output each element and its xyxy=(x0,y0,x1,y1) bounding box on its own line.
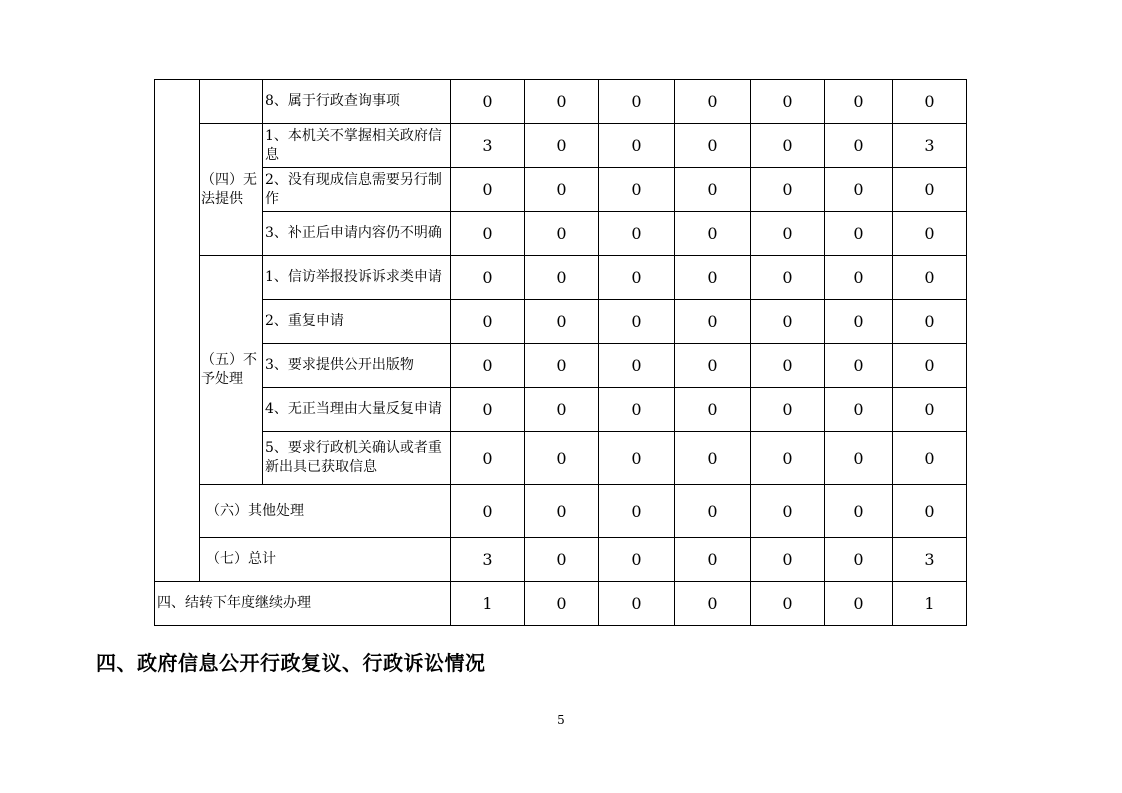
value-cell: 0 xyxy=(675,124,751,168)
table-row xyxy=(155,582,967,626)
value-cell: 0 xyxy=(825,300,893,344)
category-label: （五）不予处理 xyxy=(200,256,263,485)
value-cell: 0 xyxy=(599,485,675,538)
value-cell: 0 xyxy=(599,124,675,168)
value-cell: 0 xyxy=(599,212,675,256)
value-cell: 0 xyxy=(451,388,525,432)
value-cell: 0 xyxy=(525,256,599,300)
value-cell: 0 xyxy=(675,344,751,388)
table-row xyxy=(155,300,967,344)
value-cell: 0 xyxy=(751,124,825,168)
value-cell: 0 xyxy=(825,538,893,582)
value-cell: 0 xyxy=(893,432,967,485)
value-cell: 0 xyxy=(451,80,525,124)
item-label: 4、无正当理由大量反复申请 xyxy=(263,388,451,432)
table-row xyxy=(155,256,967,300)
item-label: 5、要求行政机关确认或者重新出具已获取信息 xyxy=(263,432,451,485)
section-heading: 四、政府信息公开行政复议、行政诉讼情况 xyxy=(96,651,486,675)
value-cell: 0 xyxy=(825,344,893,388)
value-cell: 0 xyxy=(825,582,893,626)
value-cell: 0 xyxy=(893,168,967,212)
value-cell: 0 xyxy=(751,212,825,256)
table-row xyxy=(155,124,967,168)
value-cell: 0 xyxy=(525,300,599,344)
value-cell: 0 xyxy=(525,432,599,485)
value-cell: 0 xyxy=(675,485,751,538)
page-number: 5 xyxy=(557,713,565,727)
value-cell: 0 xyxy=(451,212,525,256)
outer-category-cell xyxy=(155,80,200,582)
value-cell: 0 xyxy=(825,485,893,538)
value-cell: 0 xyxy=(825,80,893,124)
table-row xyxy=(155,388,967,432)
value-cell: 0 xyxy=(599,256,675,300)
value-cell: 0 xyxy=(599,344,675,388)
value-cell: 3 xyxy=(451,124,525,168)
value-cell: 0 xyxy=(525,582,599,626)
value-cell: 0 xyxy=(751,582,825,626)
value-cell: 0 xyxy=(825,388,893,432)
value-cell: 0 xyxy=(525,124,599,168)
table-row xyxy=(155,538,967,582)
category-label: （四）无法提供 xyxy=(200,124,263,256)
value-cell: 0 xyxy=(599,582,675,626)
value-cell: 0 xyxy=(893,300,967,344)
value-cell: 0 xyxy=(599,432,675,485)
item-label: 1、本机关不掌握相关政府信息 xyxy=(263,124,451,168)
value-cell: 0 xyxy=(893,212,967,256)
table-row xyxy=(155,80,967,124)
value-cell: 0 xyxy=(451,300,525,344)
value-cell: 0 xyxy=(599,388,675,432)
item-label: 1、信访举报投诉诉求类申请 xyxy=(263,256,451,300)
value-cell: 0 xyxy=(675,432,751,485)
value-cell: 3 xyxy=(893,538,967,582)
value-cell: 0 xyxy=(893,256,967,300)
value-cell: 0 xyxy=(893,388,967,432)
value-cell: 0 xyxy=(893,344,967,388)
value-cell: 0 xyxy=(451,168,525,212)
category-cell xyxy=(200,80,263,124)
value-cell: 0 xyxy=(893,485,967,538)
value-cell: 0 xyxy=(451,344,525,388)
value-cell: 0 xyxy=(675,582,751,626)
statistics-table xyxy=(154,79,967,626)
value-cell: 0 xyxy=(675,256,751,300)
value-cell: 0 xyxy=(751,344,825,388)
value-cell: 0 xyxy=(825,212,893,256)
value-cell: 0 xyxy=(825,256,893,300)
value-cell: 0 xyxy=(751,538,825,582)
table-row xyxy=(155,485,967,538)
table-row xyxy=(155,212,967,256)
value-cell: 0 xyxy=(525,168,599,212)
value-cell: 1 xyxy=(451,582,525,626)
section-label: 四、结转下年度继续办理 xyxy=(155,582,451,626)
value-cell: 0 xyxy=(675,80,751,124)
table-row xyxy=(155,344,967,388)
value-cell: 0 xyxy=(451,256,525,300)
value-cell: 0 xyxy=(525,80,599,124)
value-cell: 0 xyxy=(599,80,675,124)
value-cell: 0 xyxy=(893,80,967,124)
value-cell: 0 xyxy=(675,168,751,212)
value-cell: 1 xyxy=(893,582,967,626)
item-label: 2、没有现成信息需要另行制作 xyxy=(263,168,451,212)
value-cell: 0 xyxy=(825,124,893,168)
item-label: 8、属于行政查询事项 xyxy=(263,80,451,124)
value-cell: 3 xyxy=(451,538,525,582)
value-cell: 3 xyxy=(893,124,967,168)
value-cell: 0 xyxy=(751,80,825,124)
value-cell: 0 xyxy=(751,256,825,300)
item-label: 3、要求提供公开出版物 xyxy=(263,344,451,388)
value-cell: 0 xyxy=(525,538,599,582)
value-cell: 0 xyxy=(825,168,893,212)
value-cell: 0 xyxy=(599,538,675,582)
value-cell: 0 xyxy=(751,388,825,432)
category-label: （六）其他处理 xyxy=(200,485,451,538)
value-cell: 0 xyxy=(525,212,599,256)
table-row xyxy=(155,168,967,212)
value-cell: 0 xyxy=(751,432,825,485)
value-cell: 0 xyxy=(675,300,751,344)
value-cell: 0 xyxy=(599,300,675,344)
value-cell: 0 xyxy=(525,388,599,432)
value-cell: 0 xyxy=(825,432,893,485)
value-cell: 0 xyxy=(599,168,675,212)
value-cell: 0 xyxy=(451,485,525,538)
item-label: 2、重复申请 xyxy=(263,300,451,344)
value-cell: 0 xyxy=(675,388,751,432)
table-row xyxy=(155,432,967,485)
value-cell: 0 xyxy=(675,538,751,582)
value-cell: 0 xyxy=(751,300,825,344)
value-cell: 0 xyxy=(675,212,751,256)
value-cell: 0 xyxy=(751,168,825,212)
value-cell: 0 xyxy=(525,344,599,388)
value-cell: 0 xyxy=(451,432,525,485)
item-label: 3、补正后申请内容仍不明确 xyxy=(263,212,451,256)
value-cell: 0 xyxy=(751,485,825,538)
value-cell: 0 xyxy=(525,485,599,538)
category-label: （七）总计 xyxy=(200,538,451,582)
